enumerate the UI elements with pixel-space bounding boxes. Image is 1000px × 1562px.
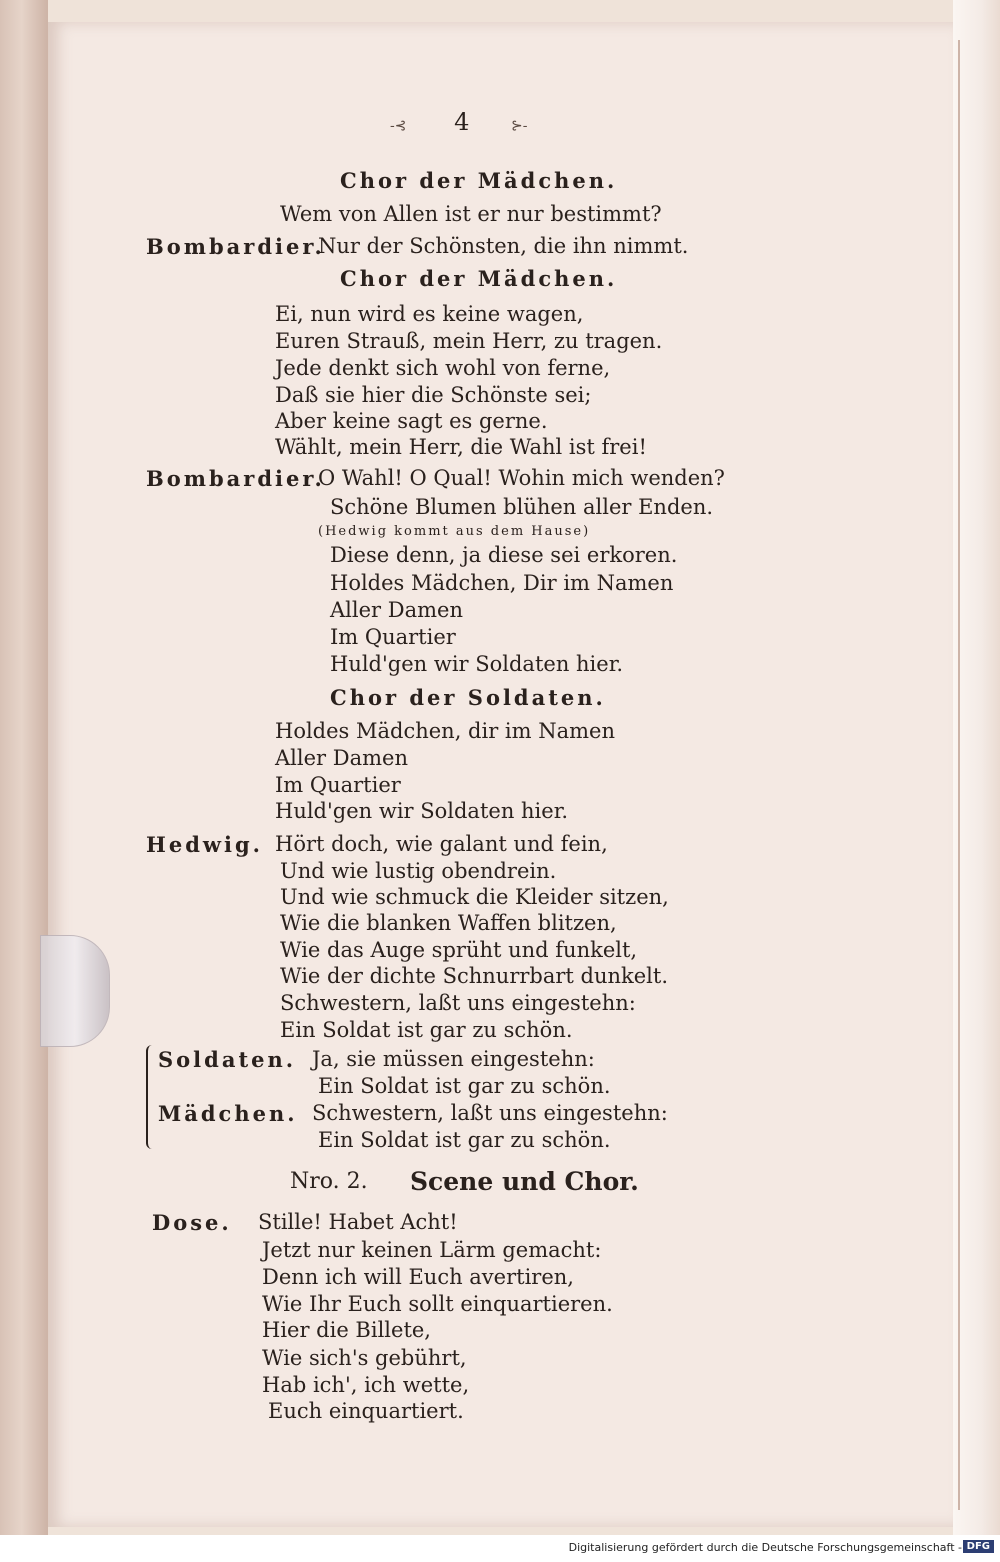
section-title: Scene und Chor. bbox=[410, 1167, 639, 1196]
number-label: Nro. 2. bbox=[290, 1169, 368, 1194]
verse-line: Huld'gen wir Soldaten hier. bbox=[330, 652, 624, 676]
verse-line: Aber keine sagt es gerne. bbox=[275, 409, 548, 433]
ornament-right: ⊱- bbox=[511, 118, 528, 134]
verse-line: Denn ich will Euch avertiren, bbox=[262, 1265, 574, 1289]
verse-line: Ein Soldat ist gar zu schön. bbox=[318, 1074, 611, 1098]
verse-line: Ei, nun wird es keine wagen, bbox=[275, 302, 584, 326]
verse-line: Holdes Mädchen, Dir im Namen bbox=[330, 571, 674, 595]
heading-chor-der-maedchen: Chor der Mädchen. bbox=[340, 168, 618, 193]
verse-line: Wie das Auge sprüht und funkelt, bbox=[280, 938, 638, 962]
verse-line: Schwestern, laßt uns eingestehn: bbox=[312, 1101, 668, 1125]
ornament-left: -⊰ bbox=[390, 118, 407, 134]
verse-line: Holdes Mädchen, dir im Namen bbox=[275, 719, 615, 743]
verse-line: Daß sie hier die Schönste sei; bbox=[275, 383, 592, 407]
verse-line: Wie Ihr Euch sollt einquartieren. bbox=[262, 1292, 613, 1316]
verse-line: Wie sich's gebührt, bbox=[262, 1346, 467, 1370]
verse-line: Wie die blanken Waffen blitzen, bbox=[280, 911, 617, 935]
verse-line: O Wahl! O Qual! Wohin mich wenden? bbox=[318, 466, 725, 490]
verse-line: Jetzt nur keinen Lärm gemacht: bbox=[262, 1238, 602, 1262]
page-header bbox=[390, 108, 528, 136]
verse-line: Aller Damen bbox=[275, 746, 408, 770]
verse-line: Wie der dichte Schnurrbart dunkelt. bbox=[280, 964, 668, 988]
speaker-name: Mädchen. bbox=[158, 1101, 298, 1126]
book-left-edge bbox=[0, 0, 48, 1562]
verse-line: Huld'gen wir Soldaten hier. bbox=[275, 799, 569, 823]
footer-credit: Digitalisierung gefördert durch die Deutsche Forschungsgemeinschaft - bbox=[568, 1541, 962, 1554]
verse-line: Euren Strauß, mein Herr, zu tragen. bbox=[275, 329, 663, 353]
verse-line: Und wie schmuck die Kleider sitzen, bbox=[280, 885, 669, 909]
book-right-edge bbox=[953, 0, 1000, 1562]
verse-line: Im Quartier bbox=[330, 625, 456, 649]
verse-line: Euch einquartiert. bbox=[268, 1399, 464, 1423]
stage-direction: (Hedwig kommt aus dem Hause) bbox=[318, 524, 591, 539]
verse-line: Ein Soldat ist gar zu schön. bbox=[280, 1018, 573, 1042]
verse-line: Ja, sie müssen eingestehn: bbox=[312, 1047, 595, 1071]
verse-line: Stille! Habet Acht! bbox=[258, 1210, 458, 1234]
speaker-name: Soldaten. bbox=[158, 1047, 297, 1072]
verse-line: Hier die Billete, bbox=[262, 1318, 431, 1342]
speaker-name: Bombardier. bbox=[146, 234, 325, 259]
verse-line: Hab ich', ich wette, bbox=[262, 1373, 470, 1397]
page-clip bbox=[40, 935, 110, 1047]
verse-line: Aller Damen bbox=[330, 598, 463, 622]
verse-line: Schöne Blumen blühen aller Enden. bbox=[330, 495, 714, 519]
page-edge-line bbox=[958, 40, 960, 1510]
brace bbox=[146, 1045, 158, 1149]
verse-line: Im Quartier bbox=[275, 773, 401, 797]
verse-line: Wem von Allen ist er nur bestimmt? bbox=[280, 202, 662, 226]
page-number: 4 bbox=[454, 108, 470, 136]
verse-line: Und wie lustig obendrein. bbox=[280, 859, 557, 883]
verse-line: Nur der Schönsten, die ihn nimmt. bbox=[318, 234, 689, 258]
speaker-name: Hedwig. bbox=[146, 832, 263, 857]
verse-line: Wählt, mein Herr, die Wahl ist frei! bbox=[275, 435, 647, 459]
verse-line: Jede denkt sich wohl von ferne, bbox=[275, 356, 611, 380]
heading-chor-der-soldaten: Chor der Soldaten. bbox=[330, 685, 606, 710]
verse-line: Schwestern, laßt uns eingestehn: bbox=[280, 991, 636, 1015]
heading-chor-der-maedchen: Chor der Mädchen. bbox=[340, 266, 618, 291]
verse-line: Hört doch, wie galant und fein, bbox=[275, 832, 608, 856]
verse-line: Diese denn, ja diese sei erkoren. bbox=[330, 543, 678, 567]
speaker-name: Dose. bbox=[152, 1210, 232, 1235]
verse-line: Ein Soldat ist gar zu schön. bbox=[318, 1128, 611, 1152]
speaker-name: Bombardier. bbox=[146, 466, 325, 491]
dfg-logo: DFG bbox=[963, 1540, 994, 1553]
